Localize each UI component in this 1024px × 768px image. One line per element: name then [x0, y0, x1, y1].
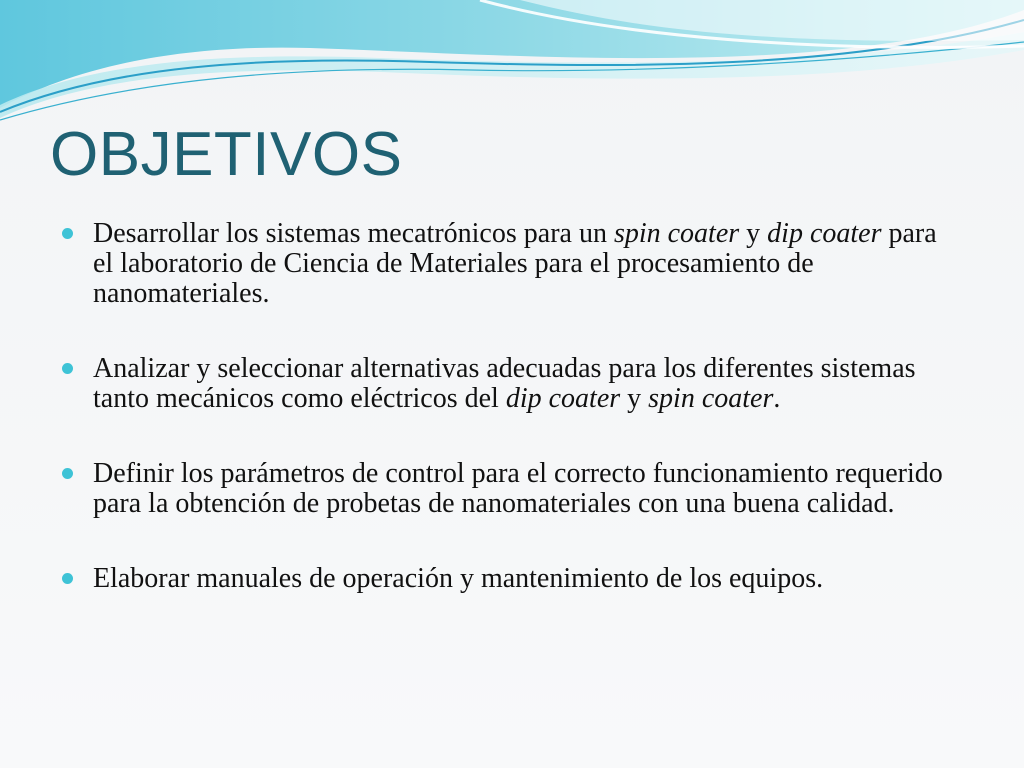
list-item [60, 354, 960, 414]
bullet-icon [62, 468, 73, 479]
text-segment: y [620, 383, 649, 414]
bullet-text [93, 458, 943, 519]
text-segment: para el laboratorio de Ciencia de Materiales para el procesamiento de nanomateriales. [93, 218, 937, 309]
bullet-icon [62, 573, 73, 584]
bullet-icon [62, 363, 73, 374]
list-item [60, 564, 960, 594]
list-item [60, 459, 960, 519]
objectives-list [60, 219, 960, 639]
text-segment: Analizar y seleccionar alternativas adecuadas para los diferentes sistemas tanto mecánicos como eléctricos del [93, 353, 916, 414]
bullet-text [93, 563, 823, 594]
slide-title: OBJETIVOS [50, 120, 403, 189]
text-segment: . [773, 383, 781, 414]
text-segment: Definir los parámetros de control para el correcto funcionamiento requerido para la obtención de probetas de nanomateriales con una buena calidad. [93, 458, 943, 519]
italic-term: dip coater [767, 218, 882, 249]
bullet-icon [62, 228, 73, 239]
italic-term: spin coater [613, 218, 740, 249]
text-segment: y [739, 218, 768, 249]
italic-term: spin coater [648, 383, 774, 414]
text-segment: Elaborar manuales de operación y mantenimiento de los equipos. [93, 563, 824, 594]
wave-banner-decoration [0, 0, 1024, 130]
italic-term: dip coater [505, 383, 621, 414]
text-segment: Desarrollar los sistemas mecatrónicos para un [93, 218, 614, 249]
bullet-text [93, 353, 916, 414]
list-item [60, 219, 960, 309]
bullet-text [93, 218, 937, 309]
